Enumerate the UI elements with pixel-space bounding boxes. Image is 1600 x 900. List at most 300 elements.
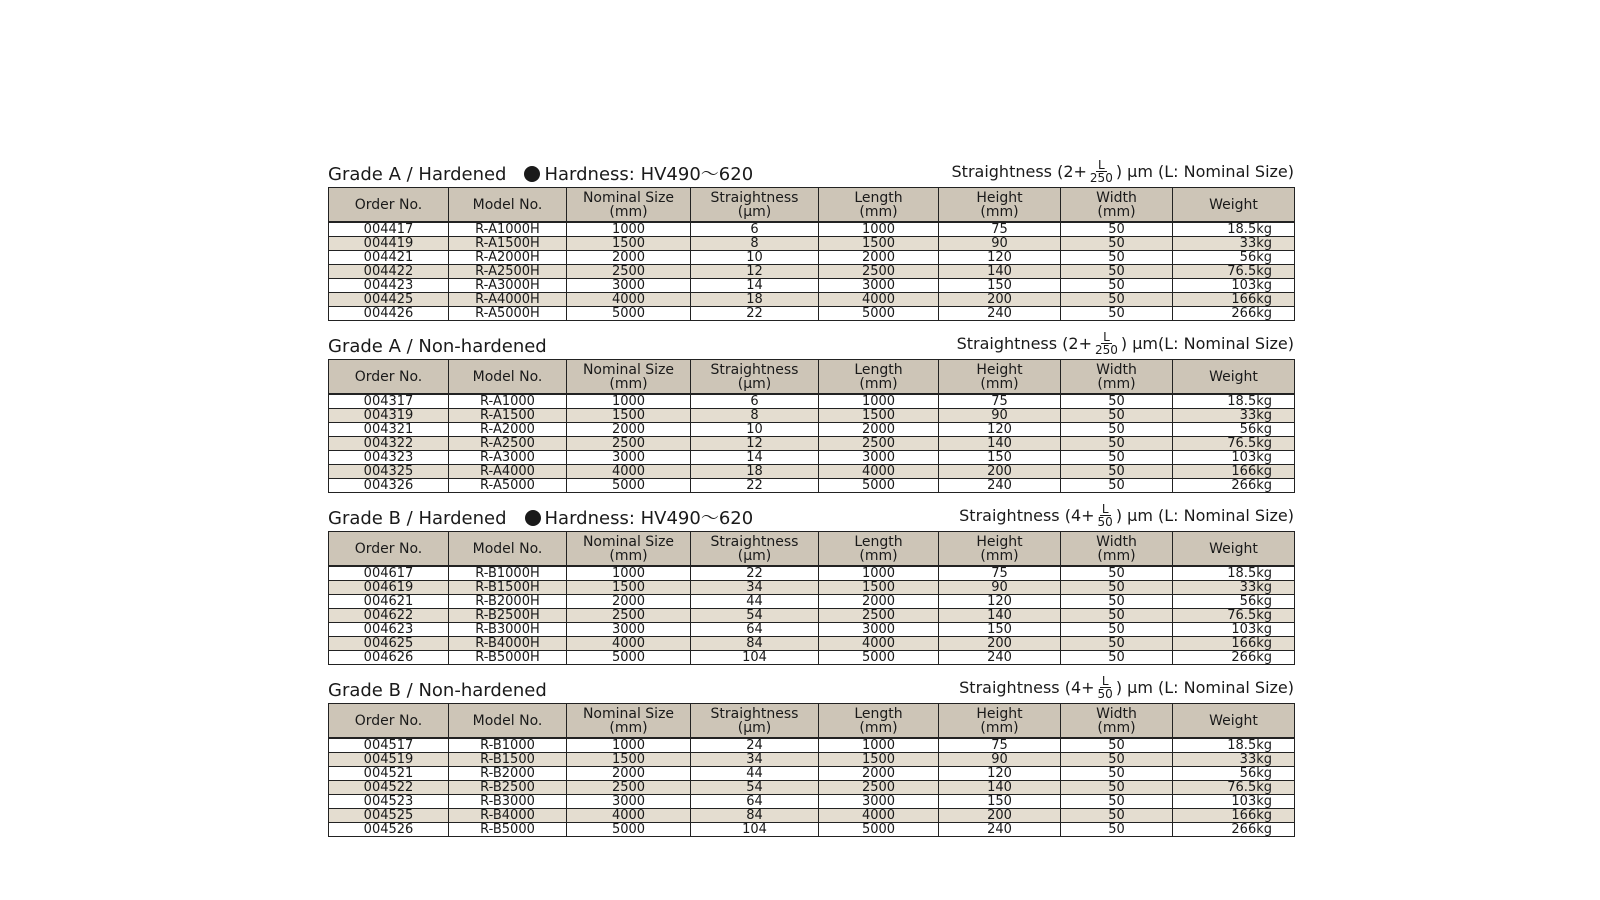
cell-model-no: R-A4000 [449, 465, 567, 479]
cell-nominal-size: 4000 [567, 293, 691, 307]
column-header-text: Straightness [710, 705, 799, 722]
column-header-length [819, 704, 939, 739]
table-row [329, 265, 1295, 279]
cell-weight: 56kg [1173, 423, 1295, 437]
cell-width: 50 [1061, 566, 1173, 581]
cell-height: 240 [939, 651, 1061, 665]
cell-length: 2000 [819, 595, 939, 609]
cell-height: 200 [939, 465, 1061, 479]
cell-order-no: 004426 [329, 307, 449, 321]
cell-height: 120 [939, 423, 1061, 437]
cell-order-no: 004617 [329, 566, 449, 581]
section-header [328, 155, 1294, 187]
cell-weight: 33kg [1173, 581, 1295, 595]
column-header-unit: (mm) [609, 547, 648, 564]
cell-nominal-size: 2000 [567, 767, 691, 781]
cell-nominal-size: 5000 [567, 307, 691, 321]
table-row [329, 581, 1295, 595]
cell-straightness: 44 [691, 595, 819, 609]
cell-nominal-size: 4000 [567, 809, 691, 823]
cell-order-no: 004525 [329, 809, 449, 823]
cell-width: 50 [1061, 795, 1173, 809]
cell-model-no: R-B2000 [449, 767, 567, 781]
cell-straightness: 84 [691, 637, 819, 651]
column-header-text: Width [1096, 189, 1137, 206]
column-header-text: Width [1096, 361, 1137, 378]
section-header [328, 671, 1294, 703]
cell-length: 3000 [819, 279, 939, 293]
column-header-unit: (μm) [737, 547, 772, 564]
cell-weight: 56kg [1173, 767, 1295, 781]
table-row [329, 451, 1295, 465]
cell-height: 150 [939, 279, 1061, 293]
cell-nominal-size: 2000 [567, 595, 691, 609]
cell-height: 150 [939, 795, 1061, 809]
header-row [329, 704, 1295, 739]
column-header-text: Straightness [710, 189, 799, 206]
fraction-denominator: 50 [1097, 687, 1113, 701]
cell-height: 90 [939, 581, 1061, 595]
cell-width: 50 [1061, 237, 1173, 251]
cell-order-no: 004425 [329, 293, 449, 307]
table-row [329, 237, 1295, 251]
cell-weight: 18.5kg [1173, 738, 1295, 753]
cell-model-no: R-B2500 [449, 781, 567, 795]
cell-weight: 166kg [1173, 809, 1295, 823]
table-row [329, 753, 1295, 767]
cell-order-no: 004421 [329, 251, 449, 265]
cell-straightness: 84 [691, 809, 819, 823]
column-header-text: Width [1096, 705, 1137, 722]
cell-straightness: 104 [691, 823, 819, 837]
column-header-height [939, 532, 1061, 567]
cell-nominal-size: 2500 [567, 265, 691, 279]
cell-width: 50 [1061, 809, 1173, 823]
table-row [329, 222, 1295, 237]
cell-order-no: 004517 [329, 738, 449, 753]
cell-height: 120 [939, 595, 1061, 609]
formula-prefix: Straightness (4+ [959, 678, 1095, 697]
cell-width: 50 [1061, 307, 1173, 321]
cell-width: 50 [1061, 781, 1173, 795]
cell-weight: 56kg [1173, 251, 1295, 265]
column-header-width [1061, 360, 1173, 395]
cell-straightness: 12 [691, 437, 819, 451]
column-header-straightness [691, 360, 819, 395]
cell-width: 50 [1061, 251, 1173, 265]
column-header-text: Height [976, 189, 1023, 206]
cell-nominal-size: 1000 [567, 394, 691, 409]
cell-nominal-size: 3000 [567, 279, 691, 293]
cell-weight: 33kg [1173, 237, 1295, 251]
cell-weight: 266kg [1173, 823, 1295, 837]
cell-weight: 76.5kg [1173, 781, 1295, 795]
cell-height: 140 [939, 437, 1061, 451]
cell-nominal-size: 1500 [567, 409, 691, 423]
column-header-length [819, 360, 939, 395]
cell-straightness: 8 [691, 237, 819, 251]
cell-height: 120 [939, 767, 1061, 781]
cell-length: 2500 [819, 609, 939, 623]
cell-model-no: R-B5000 [449, 823, 567, 837]
cell-model-no: R-A5000H [449, 307, 567, 321]
cell-model-no: R-B4000H [449, 637, 567, 651]
spec-table [328, 187, 1295, 321]
cell-width: 50 [1061, 637, 1173, 651]
column-header-width [1061, 532, 1173, 567]
cell-nominal-size: 2500 [567, 609, 691, 623]
column-header-unit: (μm) [737, 203, 772, 220]
cell-length: 4000 [819, 465, 939, 479]
cell-weight: 103kg [1173, 279, 1295, 293]
table-row [329, 566, 1295, 581]
column-header-order-no [329, 704, 449, 739]
cell-weight: 166kg [1173, 293, 1295, 307]
column-header-text: Length [854, 533, 903, 550]
cell-weight: 76.5kg [1173, 265, 1295, 279]
section-header [328, 327, 1294, 359]
cell-straightness: 34 [691, 581, 819, 595]
cell-weight: 103kg [1173, 795, 1295, 809]
cell-order-no: 004621 [329, 595, 449, 609]
cell-order-no: 004422 [329, 265, 449, 279]
straightness-formula [959, 503, 1294, 531]
section-title [328, 509, 753, 531]
column-header-unit: (mm) [1097, 547, 1136, 564]
cell-order-no: 004622 [329, 609, 449, 623]
cell-straightness: 54 [691, 781, 819, 795]
column-header-text: Weight [1209, 540, 1258, 557]
cell-straightness: 18 [691, 293, 819, 307]
cell-model-no: R-A2000 [449, 423, 567, 437]
column-header-text: Weight [1209, 712, 1258, 729]
column-header-unit: (mm) [609, 719, 648, 736]
cell-order-no: 004321 [329, 423, 449, 437]
fraction-denominator: 50 [1097, 515, 1113, 529]
cell-width: 50 [1061, 623, 1173, 637]
cell-straightness: 6 [691, 222, 819, 237]
cell-straightness: 64 [691, 623, 819, 637]
section-1 [328, 327, 1294, 493]
column-header-unit: (mm) [1097, 375, 1136, 392]
cell-width: 50 [1061, 753, 1173, 767]
cell-order-no: 004519 [329, 753, 449, 767]
cell-width: 50 [1061, 279, 1173, 293]
section-header [328, 499, 1294, 531]
table-row [329, 609, 1295, 623]
table-row [329, 651, 1295, 665]
table-row [329, 293, 1295, 307]
table-row [329, 809, 1295, 823]
table-row [329, 251, 1295, 265]
cell-weight: 33kg [1173, 409, 1295, 423]
cell-nominal-size: 2000 [567, 423, 691, 437]
fraction-numerator: L [1103, 330, 1110, 344]
cell-straightness: 64 [691, 795, 819, 809]
cell-length: 4000 [819, 637, 939, 651]
column-header-width [1061, 188, 1173, 223]
cell-nominal-size: 1000 [567, 566, 691, 581]
column-header-text: Straightness [710, 533, 799, 550]
column-header-width [1061, 704, 1173, 739]
section-title [328, 681, 547, 703]
column-header-nominal-size [567, 532, 691, 567]
cell-length: 5000 [819, 651, 939, 665]
column-header-unit: (mm) [980, 203, 1019, 220]
table-row [329, 437, 1295, 451]
cell-height: 240 [939, 479, 1061, 493]
cell-order-no: 004423 [329, 279, 449, 293]
table-row [329, 795, 1295, 809]
column-header-unit: (μm) [737, 719, 772, 736]
cell-order-no: 004326 [329, 479, 449, 493]
column-header-unit: (mm) [859, 203, 898, 220]
cell-model-no: R-B5000H [449, 651, 567, 665]
cell-length: 1500 [819, 409, 939, 423]
column-header-length [819, 188, 939, 223]
formula-fraction [1096, 675, 1115, 700]
cell-model-no: R-A5000 [449, 479, 567, 493]
table-row [329, 738, 1295, 753]
table-row [329, 781, 1295, 795]
cell-length: 1000 [819, 738, 939, 753]
column-header-order-no [329, 360, 449, 395]
table-row [329, 623, 1295, 637]
cell-length: 2500 [819, 781, 939, 795]
cell-height: 200 [939, 293, 1061, 307]
cell-weight: 266kg [1173, 307, 1295, 321]
cell-length: 1000 [819, 394, 939, 409]
cell-weight: 56kg [1173, 595, 1295, 609]
cell-model-no: R-A4000H [449, 293, 567, 307]
column-header-height [939, 360, 1061, 395]
header-row [329, 188, 1295, 223]
cell-straightness: 104 [691, 651, 819, 665]
cell-nominal-size: 5000 [567, 479, 691, 493]
header-row [329, 532, 1295, 567]
cell-model-no: R-A3000 [449, 451, 567, 465]
fraction-numerator: L [1101, 502, 1109, 516]
cell-height: 240 [939, 823, 1061, 837]
cell-width: 50 [1061, 394, 1173, 409]
cell-length: 1000 [819, 222, 939, 237]
cell-model-no: R-B2000H [449, 595, 567, 609]
table-row [329, 279, 1295, 293]
cell-weight: 103kg [1173, 451, 1295, 465]
cell-length: 5000 [819, 307, 939, 321]
cell-straightness: 8 [691, 409, 819, 423]
column-header-straightness [691, 532, 819, 567]
column-header-unit: (mm) [859, 547, 898, 564]
cell-order-no: 004319 [329, 409, 449, 423]
cell-order-no: 004325 [329, 465, 449, 479]
grade-label: Grade B / Non-hardened [328, 680, 547, 701]
cell-height: 75 [939, 566, 1061, 581]
cell-order-no: 004323 [329, 451, 449, 465]
column-header-nominal-size [567, 188, 691, 223]
cell-order-no: 004623 [329, 623, 449, 637]
column-header-nominal-size [567, 360, 691, 395]
cell-order-no: 004322 [329, 437, 449, 451]
hardness-note [524, 164, 753, 185]
column-header-text: Length [854, 361, 903, 378]
cell-nominal-size: 2500 [567, 437, 691, 451]
cell-length: 3000 [819, 795, 939, 809]
hardness-text: Hardness: HV490～620 [544, 164, 754, 185]
cell-model-no: R-B1000 [449, 738, 567, 753]
column-header-model-no [449, 704, 567, 739]
straightness-formula [957, 331, 1294, 359]
cell-length: 1000 [819, 566, 939, 581]
column-header-weight [1173, 532, 1295, 567]
formula-suffix: ) μm (L: Nominal Size) [1115, 678, 1294, 697]
cell-height: 150 [939, 451, 1061, 465]
section-0 [328, 155, 1294, 321]
cell-nominal-size: 1500 [567, 237, 691, 251]
column-header-weight [1173, 704, 1295, 739]
column-header-unit: (μm) [737, 375, 772, 392]
formula-suffix: ) μm (L: Nominal Size) [1115, 162, 1294, 181]
header-row [329, 360, 1295, 395]
column-header-text: Width [1096, 533, 1137, 550]
column-header-text: Nominal Size [582, 705, 675, 722]
column-header-text: Height [976, 705, 1023, 722]
column-header-text: Model No. [472, 712, 543, 729]
column-header-text: Length [854, 705, 903, 722]
cell-height: 90 [939, 753, 1061, 767]
cell-weight: 76.5kg [1173, 437, 1295, 451]
cell-model-no: R-A2000H [449, 251, 567, 265]
cell-length: 2500 [819, 265, 939, 279]
column-header-text: Model No. [472, 540, 543, 557]
cell-model-no: R-A2500 [449, 437, 567, 451]
cell-nominal-size: 5000 [567, 823, 691, 837]
table-row [329, 823, 1295, 837]
cell-weight: 18.5kg [1173, 566, 1295, 581]
column-header-unit: (mm) [609, 375, 648, 392]
cell-height: 75 [939, 394, 1061, 409]
column-header-unit: (mm) [980, 547, 1019, 564]
cell-nominal-size: 3000 [567, 451, 691, 465]
cell-width: 50 [1061, 293, 1173, 307]
cell-weight: 76.5kg [1173, 609, 1295, 623]
table-row [329, 595, 1295, 609]
cell-width: 50 [1061, 651, 1173, 665]
cell-height: 200 [939, 809, 1061, 823]
table-row [329, 394, 1295, 409]
column-header-unit: (mm) [1097, 203, 1136, 220]
cell-width: 50 [1061, 479, 1173, 493]
grade-label: Grade A / Hardened [328, 164, 507, 185]
cell-nominal-size: 1000 [567, 222, 691, 237]
cell-width: 50 [1061, 409, 1173, 423]
cell-nominal-size: 2000 [567, 251, 691, 265]
cell-straightness: 10 [691, 251, 819, 265]
column-header-length [819, 532, 939, 567]
column-header-text: Order No. [354, 196, 423, 213]
cell-order-no: 004521 [329, 767, 449, 781]
cell-nominal-size: 5000 [567, 651, 691, 665]
spec-table [328, 359, 1295, 493]
cell-straightness: 22 [691, 566, 819, 581]
cell-model-no: R-A2500H [449, 265, 567, 279]
table-row [329, 465, 1295, 479]
column-header-unit: (mm) [859, 375, 898, 392]
column-header-text: Order No. [354, 368, 423, 385]
cell-model-no: R-B3000 [449, 795, 567, 809]
fraction-numerator: L [1098, 158, 1105, 172]
cell-height: 140 [939, 265, 1061, 279]
spec-tables [328, 155, 1294, 837]
table-row [329, 479, 1295, 493]
hardness-text: Hardness: HV490～620 [544, 508, 754, 529]
cell-nominal-size: 2500 [567, 781, 691, 795]
cell-height: 150 [939, 623, 1061, 637]
fraction-denominator: 250 [1089, 171, 1113, 185]
cell-straightness: 18 [691, 465, 819, 479]
column-header-order-no [329, 188, 449, 223]
cell-straightness: 22 [691, 479, 819, 493]
column-header-text: Model No. [472, 368, 543, 385]
cell-model-no: R-B1500H [449, 581, 567, 595]
cell-weight: 33kg [1173, 753, 1295, 767]
fraction-numerator: L [1101, 674, 1109, 688]
column-header-weight [1173, 360, 1295, 395]
table-row [329, 409, 1295, 423]
cell-width: 50 [1061, 265, 1173, 279]
cell-width: 50 [1061, 767, 1173, 781]
cell-nominal-size: 4000 [567, 465, 691, 479]
section-2 [328, 499, 1294, 665]
grade-label: Grade B / Hardened [328, 508, 507, 529]
cell-model-no: R-A3000H [449, 279, 567, 293]
cell-model-no: R-B2500H [449, 609, 567, 623]
cell-height: 200 [939, 637, 1061, 651]
column-header-text: Weight [1209, 196, 1258, 213]
column-header-text: Order No. [354, 540, 423, 557]
cell-straightness: 22 [691, 307, 819, 321]
cell-length: 4000 [819, 809, 939, 823]
column-header-text: Nominal Size [582, 533, 675, 550]
cell-length: 3000 [819, 451, 939, 465]
cell-model-no: R-A1500H [449, 237, 567, 251]
straightness-formula [959, 675, 1294, 703]
formula-suffix: ) μm(L: Nominal Size) [1120, 334, 1294, 353]
fraction-denominator: 250 [1095, 343, 1118, 357]
hardness-note [525, 508, 754, 529]
column-header-model-no [449, 188, 567, 223]
column-header-text: Height [976, 533, 1023, 550]
formula-fraction [1088, 159, 1115, 184]
cell-width: 50 [1061, 581, 1173, 595]
cell-width: 50 [1061, 451, 1173, 465]
cell-nominal-size: 1000 [567, 738, 691, 753]
cell-weight: 266kg [1173, 479, 1295, 493]
table-row [329, 637, 1295, 651]
column-header-model-no [449, 532, 567, 567]
cell-width: 50 [1061, 437, 1173, 451]
cell-straightness: 10 [691, 423, 819, 437]
column-header-height [939, 188, 1061, 223]
formula-fraction [1093, 331, 1120, 356]
cell-length: 5000 [819, 479, 939, 493]
column-header-unit: (mm) [859, 719, 898, 736]
cell-length: 4000 [819, 293, 939, 307]
straightness-formula [952, 159, 1294, 187]
cell-order-no: 004625 [329, 637, 449, 651]
column-header-nominal-size [567, 704, 691, 739]
cell-straightness: 12 [691, 265, 819, 279]
